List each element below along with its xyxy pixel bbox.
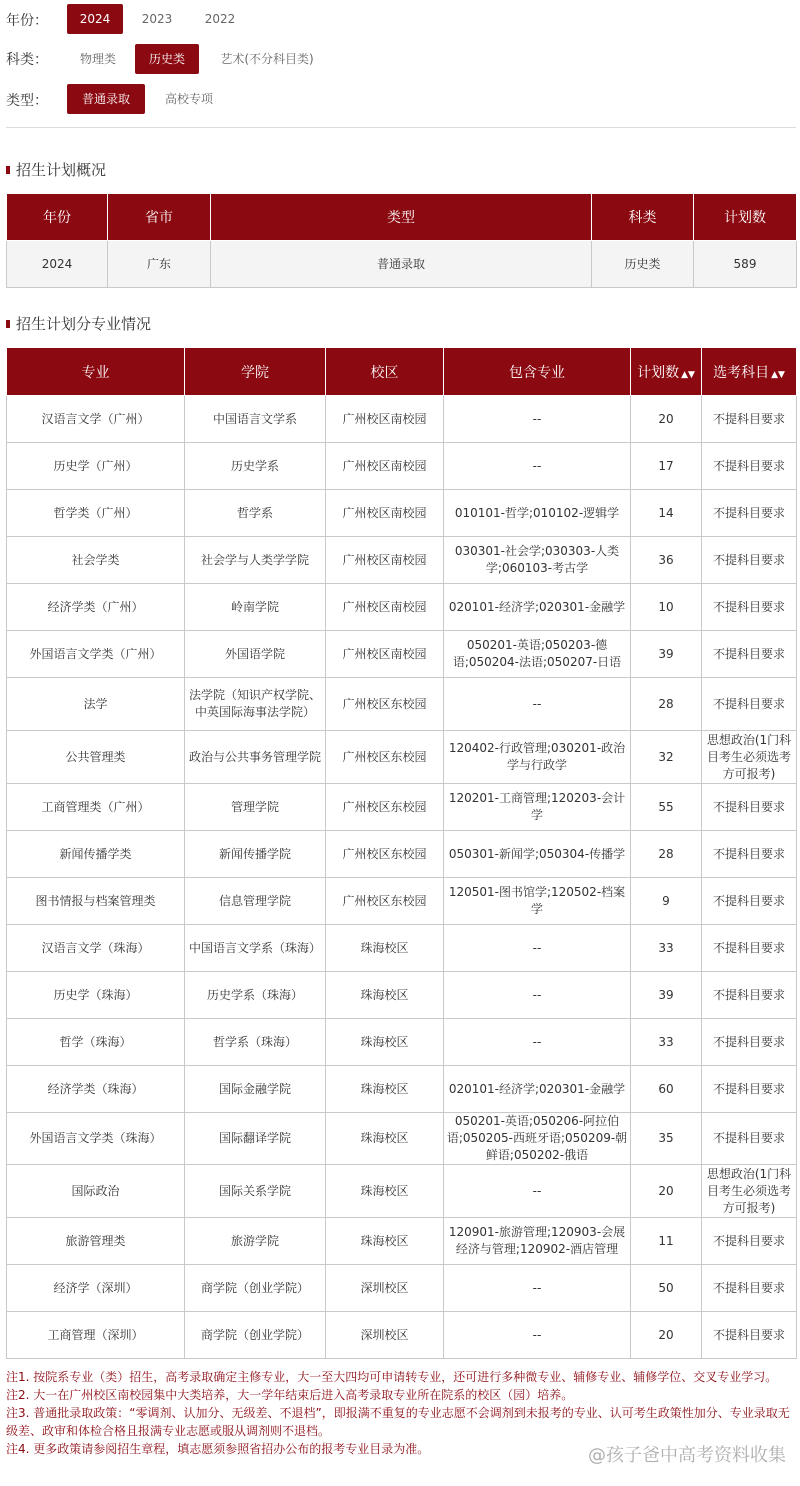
majors-header-campus: 校区 [326, 348, 444, 396]
table-row [7, 631, 797, 678]
cell-major: 历史学（珠海） [7, 972, 185, 1019]
cell-campus: 珠海校区 [326, 972, 444, 1019]
cell-major: 经济学类（广州） [7, 584, 185, 631]
overview-title-text: 招生计划概况 [16, 161, 107, 179]
cell-major: 工商管理（深圳） [7, 1312, 185, 1359]
cell-college: 国际金融学院 [185, 1066, 326, 1113]
cell-college: 信息管理学院 [185, 878, 326, 925]
cell-included-majors: 050201-英语;050203-德语;050204-法语;050207-日语 [444, 631, 631, 678]
cell-campus: 深圳校区 [326, 1312, 444, 1359]
overview-header-plan-count: 计划数 [694, 194, 797, 241]
cell-college: 历史学系（珠海） [185, 972, 326, 1019]
cell-major: 汉语言文学（珠海） [7, 925, 185, 972]
cell-required-subjects: 不提科目要求 [702, 972, 797, 1019]
cell-required-subjects: 不提科目要求 [702, 1066, 797, 1113]
watermark [588, 1441, 786, 1467]
note-4: 注4. 更多政策请参阅招生章程，填志愿须参照省招办公布的报考专业目录为准。 [6, 1442, 430, 1456]
table-row [7, 1019, 797, 1066]
cell-major: 哲学类（广州） [7, 490, 185, 537]
cell-included-majors: -- [444, 1019, 631, 1066]
cell-campus: 广州校区南校园 [326, 443, 444, 490]
majors-header-required-subjects[interactable] [702, 348, 797, 396]
cell-included-majors: -- [444, 396, 631, 443]
cell-major: 新闻传播学类 [7, 831, 185, 878]
cell-required-subjects: 不提科目要求 [702, 396, 797, 443]
cell-campus: 广州校区南校园 [326, 490, 444, 537]
table-row [7, 443, 797, 490]
cell-included-majors: 020101-经济学;020301-金融学 [444, 1066, 631, 1113]
overview-cell-subject: 历史类 [592, 241, 694, 288]
cell-plan-count: 35 [631, 1113, 702, 1165]
cell-required-subjects: 不提科目要求 [702, 678, 797, 731]
cell-plan-count: 14 [631, 490, 702, 537]
cell-included-majors: -- [444, 972, 631, 1019]
cell-campus: 广州校区东校园 [326, 878, 444, 925]
cell-plan-count: 20 [631, 1165, 702, 1218]
filter-year-label: 年份： [6, 13, 48, 29]
cell-major: 国际政治 [7, 1165, 185, 1218]
cell-required-subjects: 不提科目要求 [702, 443, 797, 490]
table-row [7, 678, 797, 731]
table-row [7, 925, 797, 972]
majors-header-row [7, 348, 797, 396]
cell-campus: 广州校区南校园 [326, 584, 444, 631]
table-row [7, 396, 797, 443]
cell-plan-count: 39 [631, 972, 702, 1019]
subject-option-physics[interactable]: 物理类 [79, 52, 116, 66]
overview-header-province: 省市 [108, 194, 211, 241]
cell-major: 旅游管理类 [7, 1218, 185, 1265]
cell-included-majors: 120402-行政管理;030201-政治学与行政学 [444, 731, 631, 784]
majors-section-title [6, 313, 151, 334]
table-row [7, 878, 797, 925]
cell-major: 历史学（广州） [7, 443, 185, 490]
majors-header-major: 专业 [7, 348, 185, 396]
plan-count-header-label: 计划数 [637, 364, 680, 381]
watermark-text: @孩子爸中高考资料收集 [588, 1445, 786, 1466]
section-bullet-icon [6, 320, 10, 328]
cell-required-subjects: 不提科目要求 [702, 1312, 797, 1359]
cell-required-subjects: 不提科目要求 [702, 1113, 797, 1165]
cell-major: 法学 [7, 678, 185, 731]
table-row [7, 784, 797, 831]
cell-required-subjects: 不提科目要求 [702, 631, 797, 678]
cell-major: 图书情报与档案管理类 [7, 878, 185, 925]
cell-required-subjects: 不提科目要求 [702, 925, 797, 972]
cell-plan-count: 17 [631, 443, 702, 490]
subject-option-arts[interactable]: 艺术(不分科目类) [220, 52, 314, 66]
cell-college: 新闻传播学院 [185, 831, 326, 878]
table-row [7, 1312, 797, 1359]
cell-plan-count: 28 [631, 678, 702, 731]
table-row [7, 972, 797, 1019]
overview-header-type: 类型 [211, 194, 592, 241]
table-row [7, 537, 797, 584]
cell-college: 商学院（创业学院） [185, 1265, 326, 1312]
cell-included-majors: -- [444, 925, 631, 972]
cell-college: 旅游学院 [185, 1218, 326, 1265]
majors-header-included-majors: 包含专业 [444, 348, 631, 396]
cell-plan-count: 39 [631, 631, 702, 678]
cell-included-majors: 120201-工商管理;120203-会计学 [444, 784, 631, 831]
cell-required-subjects: 思想政治(1门科目考生必须选考方可报考) [702, 731, 797, 784]
cell-major: 外国语言文学类（珠海） [7, 1113, 185, 1165]
cell-plan-count: 9 [631, 878, 702, 925]
overview-section-title [6, 159, 106, 180]
cell-plan-count: 11 [631, 1218, 702, 1265]
cell-included-majors: -- [444, 678, 631, 731]
cell-major: 社会学类 [7, 537, 185, 584]
cell-plan-count: 55 [631, 784, 702, 831]
cell-campus: 珠海校区 [326, 1066, 444, 1113]
cell-campus: 珠海校区 [326, 925, 444, 972]
cell-major: 经济学类（珠海） [7, 1066, 185, 1113]
cell-major: 经济学（深圳） [7, 1265, 185, 1312]
cell-college: 管理学院 [185, 784, 326, 831]
cell-required-subjects: 不提科目要求 [702, 1218, 797, 1265]
cell-required-subjects: 不提科目要求 [702, 537, 797, 584]
cell-plan-count: 20 [631, 396, 702, 443]
subject-option-history[interactable]: 历史类 [135, 44, 199, 74]
overview-header-subject: 科类 [592, 194, 694, 241]
overview-header-year: 年份 [7, 194, 108, 241]
cell-college: 外国语学院 [185, 631, 326, 678]
year-option-2022[interactable]: 2022 [204, 12, 236, 26]
majors-table-body [7, 396, 797, 1359]
cell-college: 国际翻译学院 [185, 1113, 326, 1165]
note-3: 注3. 普通批录取政策：“零调剂、认加分、无级差、不退档”，即报满不重复的专业志愿不会调剂到未报考的专业、认可考生政策性加分、专业录取无级差、政审和体检合格且报满专业志愿或服从调剂则不退档。 [6, 1406, 790, 1438]
cell-college: 哲学系 [185, 490, 326, 537]
cell-campus: 珠海校区 [326, 1218, 444, 1265]
cell-plan-count: 28 [631, 831, 702, 878]
cell-college: 国际关系学院 [185, 1165, 326, 1218]
cell-college: 哲学系（珠海） [185, 1019, 326, 1066]
cell-college: 商学院（创业学院） [185, 1312, 326, 1359]
cell-plan-count: 20 [631, 1312, 702, 1359]
cell-required-subjects: 不提科目要求 [702, 584, 797, 631]
year-option-2023[interactable]: 2023 [141, 12, 173, 26]
cell-major: 哲学（珠海） [7, 1019, 185, 1066]
table-row [7, 1265, 797, 1312]
cell-major: 外国语言文学类（广州） [7, 631, 185, 678]
table-row [7, 490, 797, 537]
cell-campus: 深圳校区 [326, 1265, 444, 1312]
cell-major: 工商管理类（广州） [7, 784, 185, 831]
cell-plan-count: 36 [631, 537, 702, 584]
required-subjects-header-label: 选考科目 [713, 364, 770, 381]
cell-college: 历史学系 [185, 443, 326, 490]
cell-campus: 广州校区南校园 [326, 537, 444, 584]
cell-college: 中国语言文学系 [185, 396, 326, 443]
cell-included-majors: 120901-旅游管理;120903-会展经济与管理;120902-酒店管理 [444, 1218, 631, 1265]
cell-required-subjects: 不提科目要求 [702, 490, 797, 537]
filter-divider [6, 127, 796, 128]
table-row [7, 584, 797, 631]
cell-college: 法学院（知识产权学院、中英国际海事法学院） [185, 678, 326, 731]
cell-major: 汉语言文学（广州） [7, 396, 185, 443]
majors-header-plan-count[interactable] [631, 348, 702, 396]
cell-included-majors: -- [444, 1312, 631, 1359]
cell-college: 中国语言文学系（珠海） [185, 925, 326, 972]
table-row [7, 731, 797, 784]
note-2: 注2. 大一在广州校区南校园集中大类培养，大一学年结束后进入高考录取专业所在院系的校区（园）培养。 [6, 1388, 574, 1402]
cell-campus: 广州校区东校园 [326, 678, 444, 731]
note-1: 注1. 按院系专业（类）招生，高考录取确定主修专业，大一至大四均可申请转专业，还可进行多种微专业、辅修专业、辅修学位、交叉专业学习。 [6, 1370, 778, 1384]
cell-included-majors: 020101-经济学;020301-金融学 [444, 584, 631, 631]
type-option-special[interactable]: 高校专项 [164, 92, 213, 106]
cell-included-majors: 050201-英语;050206-阿拉伯语;050205-西班牙语;050209-朝鲜语;050202-俄语 [444, 1113, 631, 1165]
cell-campus: 珠海校区 [326, 1113, 444, 1165]
cell-campus: 珠海校区 [326, 1019, 444, 1066]
cell-included-majors: 050301-新闻学;050304-传播学 [444, 831, 631, 878]
table-row [7, 1066, 797, 1113]
majors-title-text: 招生计划分专业情况 [16, 315, 152, 333]
section-bullet-icon [6, 166, 10, 174]
cell-included-majors: -- [444, 1265, 631, 1312]
year-option-2024[interactable]: 2024 [67, 4, 123, 34]
table-row [7, 831, 797, 878]
table-row [7, 1113, 797, 1165]
cell-plan-count: 32 [631, 731, 702, 784]
cell-college: 政治与公共事务管理学院 [185, 731, 326, 784]
cell-required-subjects: 思想政治(1门科目考生必须选考方可报考) [702, 1165, 797, 1218]
majors-table [6, 347, 797, 1359]
overview-cell-year: 2024 [7, 241, 108, 288]
filter-subject-label: 科类： [6, 52, 48, 68]
cell-required-subjects: 不提科目要求 [702, 1265, 797, 1312]
cell-campus: 广州校区东校园 [326, 784, 444, 831]
cell-plan-count: 33 [631, 925, 702, 972]
cell-plan-count: 50 [631, 1265, 702, 1312]
cell-included-majors: -- [444, 443, 631, 490]
overview-table [6, 193, 797, 288]
overview-cell-province: 广东 [108, 241, 211, 288]
majors-header-college: 学院 [185, 348, 326, 396]
cell-campus: 广州校区东校园 [326, 831, 444, 878]
filter-type-label: 类型： [6, 93, 48, 109]
cell-required-subjects: 不提科目要求 [702, 831, 797, 878]
cell-required-subjects: 不提科目要求 [702, 878, 797, 925]
cell-plan-count: 33 [631, 1019, 702, 1066]
overview-header-row [7, 194, 797, 241]
cell-included-majors: -- [444, 1165, 631, 1218]
overview-row [7, 241, 797, 288]
cell-required-subjects: 不提科目要求 [702, 784, 797, 831]
sort-icon[interactable]: ▲▼ [681, 369, 695, 380]
table-row [7, 1165, 797, 1218]
cell-required-subjects: 不提科目要求 [702, 1019, 797, 1066]
type-option-regular[interactable]: 普通录取 [67, 84, 145, 114]
table-row [7, 1218, 797, 1265]
cell-campus: 广州校区南校园 [326, 631, 444, 678]
cell-campus: 广州校区南校园 [326, 396, 444, 443]
sort-icon[interactable]: ▲▼ [771, 369, 785, 380]
cell-campus: 广州校区东校园 [326, 731, 444, 784]
cell-plan-count: 10 [631, 584, 702, 631]
cell-included-majors: 030301-社会学;030303-人类学;060103-考古学 [444, 537, 631, 584]
cell-plan-count: 60 [631, 1066, 702, 1113]
cell-included-majors: 010101-哲学;010102-逻辑学 [444, 490, 631, 537]
cell-included-majors: 120501-图书馆学;120502-档案学 [444, 878, 631, 925]
cell-college: 社会学与人类学学院 [185, 537, 326, 584]
cell-college: 岭南学院 [185, 584, 326, 631]
overview-cell-type: 普通录取 [211, 241, 592, 288]
overview-cell-plan-count: 589 [694, 241, 797, 288]
cell-major: 公共管理类 [7, 731, 185, 784]
cell-campus: 珠海校区 [326, 1165, 444, 1218]
